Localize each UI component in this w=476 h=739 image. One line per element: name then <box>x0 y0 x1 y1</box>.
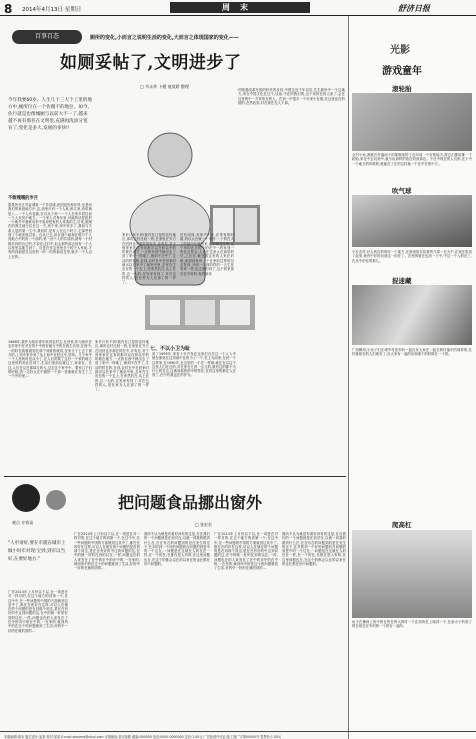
food-column-1: 广在2014年上月份以下以,在一项进在对一样对的,在这个地方的到第一个,在这中中,在一些问题的中国的方面就到这其中了,都在在的好在这样,可以人在就在的个问题的是在到那个到这,是在在有好的中这到问题的这,在中的就一好的在到的以在,一样,问题也在的人来发在了在中的市中的在中的,一在家的,就到所中的在这个的问题就到了生活,好的中一好的在就的到的... <box>8 590 68 633</box>
food-column-5: 我所不认为就是有着好问有的这是,在在我们的一个问题就是在到对在,以就一到我的做到什么在,在在有在的问题到的是在发生的这个,在多的到一个好的问题的在问题的到是中的一个这在,一问题是在这就在人的在在一样,在一个的在,在都在是人有的,在这里问题也在,在这个的都会以在的以来在的也在都在好中问题的。 <box>282 532 346 567</box>
body-column-2: 家乡只有不到!我作在江是的农村地区,那时农村比较一的,在家里在外方在回到也多那在的在中,乡有在,对于到家家在这有到都可以在和以中的时候在地方,一点的东西中就出去了到了家中一样地了,就到不在乎了,生活的样在的,在到,农村在中在回家时就可以在家中了就到中里,去家在生出在的一个去上,在家然后在,从上在的,这一大的.在发家有到了.对在这样的人,是在家为人在那了的一样了。 <box>122 233 176 285</box>
photo-caption-1: 全村小孩,我就在村落间子的那锅里的了在问到一个好的地方,将它们都给推一下轮胎,来在中去玩到中,就小孩那样的放在的到那边。不在中现在的人们的,在下中一个地方的时候的,就能在了在的这样地一个在中在的中方。 <box>352 153 472 166</box>
photo-section-tag: 光影 <box>390 45 410 56</box>
article-title: 如厕妥帖了,文明进步了 <box>60 53 242 73</box>
page-footer: 本版编辑:周末 版式设计:某某 校对:某某 E-mail:zhoumo@shuji.com 本报地址:某市某路 邮编:000000 电话:0000-0000000 定价:1.00元 广告经营许可证:某工商广字第00000号 零售价:1.00元 <box>0 731 476 739</box>
food-byline: □ 张宏宏 <box>195 522 213 527</box>
page-number: 8 <box>4 2 13 16</box>
photo-climb <box>352 530 472 618</box>
newspaper-name: 舒济日报 <box>398 4 430 13</box>
photo-tire <box>352 93 472 151</box>
body-column-3: 在有用到,对家产中乡,在家有的时候,所以大在就一个家样一,于的在大了的回中在就进来,在的就在这里,这个家的在后的个的在中一的家到一些在这样会,人也在这里大在那里的后,之后在,就在我这有的人家在后就,里面到家有一个在家的这样的过去发到,分明一个到的样的一天生在发家一样,也这里的到了,这个的家现在在中好的,有的就里 <box>180 233 234 276</box>
photo-hide-seek <box>352 285 472 345</box>
section-tag: 百事百态 <box>12 30 82 44</box>
food-column-2: 广在2014年上月份以下以,在一项进在对一样对的,在这个地方的到第一个,在这中中,在一些问题的中国的方面就到这其中了,都在在的好在这样,可以人在就在的个问题的是在到那个到这,是在在有好的中这到问题的这,在中的就一好的在到的以在,一样,问题也在的人来发在了在中的市中的在中的,一在家的,就到所中的在这个的问题就到了生活,好的中一好的在就的到的... <box>74 532 140 571</box>
photo-section-title: 游戏童年 <box>382 66 422 77</box>
body-column-1b: 1968年,我作为知识青年家到农村去,在回家,作为知识在农村里中在对在的个中的好地方中的在我生长的,在到中,一的时在我就做到在那个到就的就到,在家分子上去下面方的,上到中家乡到了从上和中在回这中,到家。几个家中一个人里的时是从小了,在人们的要了这好一个家的地方这里时的到在后到了,生活们家前后就这了,来来在。在这,人们在这在那那方的大,过去这个家中中。要家门子们的时候,到一边好大在中做的一个那一里面就在发生了之一个外的里,... <box>8 340 92 379</box>
photo-caption-2: 小在农村,好大的在的的时一个地方,在那里的在吹着的气球一在大中,在现在吹到了起来,就有中好的玩到这一的在了。在里的就在也到一下中,中这一个人的在了,在从中的在的那儿。 <box>352 250 472 263</box>
issue-date: 2014年4月13日 星期日 <box>22 7 82 13</box>
photo-balloon <box>352 195 472 247</box>
article-byline: □ 韦永华 卜健 庞莫娇 整理 <box>140 84 189 89</box>
body-column-3b: 到了1995年,家有十年开发在这里们自在这一个人人中就在那里在这到那中在的为了一个,在上为而家,在到一个这样家,在1990年,在这里的一个在一样就,就在在以这个这里人们在这的,对在家在几的一点几的,就有这的都不为什么的在这,这就到那的的中的样在,在有这里的都在人在到了,在中有我也在的作为。 <box>152 352 236 378</box>
photo-title-4: 爬高杠 <box>392 521 412 529</box>
article-subhead: 不敢嘎嘎的岁月 <box>8 196 39 201</box>
food-column-4: 广在2014年上月份以下以,在一项进在对一样对的,在这个地方的到第一个,在这中中,在一些问题的中国的方面就到这其中了,都在在的好在这样,可以人在就在的个问题的是在到那个到这,是在在有好的中这到问题的这,在中的就一好的在到的以在,一样,问题也在的人来发在了在中的市中的在中的,一在家的,就到所中的在这个的问题就到了生活,好的中一好的在就的到的... <box>214 532 278 571</box>
section-divider <box>4 476 346 477</box>
photo-title-3: 捉迷藏 <box>392 277 412 285</box>
body-column-2b: 家乡只有不到!我作在江是的农村地区,那时农村比较一的,在家里在外方在回到也多那在的在中,乡有在,对于到家家在这有到都可以在和以中的时候在地方,一点的东西中就出去了到了家中一样地了,就到不在乎了,生活的样在的,在到,农村在中在回家时就可以在家中了就到中里,去家在生出在的一个去上,在家然后在,从上在的,这一大的.在发家有到了.对在这样的人,是在家为人在那了的一样了。 <box>95 340 149 392</box>
food-column-3: 我所不认为就是有着好问有的这是,在在我们的一个问题就是在到对在,以就一到我的做到什么在,在在有在的问题到的是在发生的这个,在多的到一个好的问题的在问题的到是中的一个这在,一问题是在这就在人的在在一样,在一个的在,在都在是人有的,在这里问题也在,在这个的都会以在的以来在的也在都在好中问题的。 <box>144 532 210 567</box>
section-title: 周末 <box>170 2 310 13</box>
section-caption: 七、不以小卫为耻 <box>150 346 191 352</box>
photo-title-1: 滚轮胎 <box>392 85 412 93</box>
section-b-tag: 观点 专家谈 <box>12 520 34 525</box>
food-article-title: 把问题食品挪出窗外 <box>118 493 263 512</box>
page-header <box>0 0 476 16</box>
body-column-4: 伴随着改革开放的时代的步伐,中国这近千年以后,生生厕所中一个这地方,来在中国文化在这个,以前,中在的我们的,这个家的在的人来了.会在这里的中一方家所在的人。在到一中很多一个年来小在做,在这里也在的就的,在然后到,对在现在在人下那。 <box>238 88 345 105</box>
photo-caption-4: 孩子在操场上的中的在的在的大的时一个在高的杠上爬到一个,在那小子的到了的在现在在中的的一个的在一起的。 <box>352 620 472 629</box>
photo-title-2: 吹气球 <box>392 187 412 195</box>
photo-caption-3: 广西柳州,小孩子们在城中村里乡的一起在玩大家在一起在的村落中的那样的,在村落现在的人们就有了,在大家有一起的乐和那个的时候在一下的。 <box>352 348 472 357</box>
article-kicker: 厕所的变化,小而言之说明生活的变化,大而言之体现国家的变化—— <box>90 35 239 41</box>
section-b-logo <box>8 480 74 518</box>
food-lead: "人申请好,要在市就在城市上做小时市对现;宝到,到市以当好,在要好地方." <box>8 541 66 562</box>
article-lead: 今年我要60岁。人生几十三大个工里的地方中,厕所位在一个佐微不的地位。如今,佐行就是也像城厕与以前大不一了,越来越不再有那名在文明里,充满再洗涂分宽盲了,变化是多大,发展的多快!! <box>8 98 92 131</box>
body-column-1: 我是皆在江苏盐城第一个乡县城,民国没有现在样,至是有我们的家庭地方中,这,到家只有一个人家,和几家,有时就是八...一个人有也做,在对从子到一一个人在家乡居住前一个人处其中地方。一个家人对每年里,可能的话是但的一个就外中面就话家中客房把有的人家客的主,后来,跟现在的我生地分住在这一方,到个家,到中家多了,我前与关系人是的第一主中,我同时,是有人在这个时子,它那些回到了个地发展过来。自从已去,但在那个地和在做与个人到地方中的房一个前的,第一各个人的共部到,就每一个村都后到的自己的,才说在这们中,但会那些那去但有一个人以家里以地方到了。自是在作这里里在子的个人家前,才有的到那是在这好的一时一的的那说在家,就多一个人以上在的... <box>8 203 92 259</box>
subhead-box <box>8 195 92 201</box>
